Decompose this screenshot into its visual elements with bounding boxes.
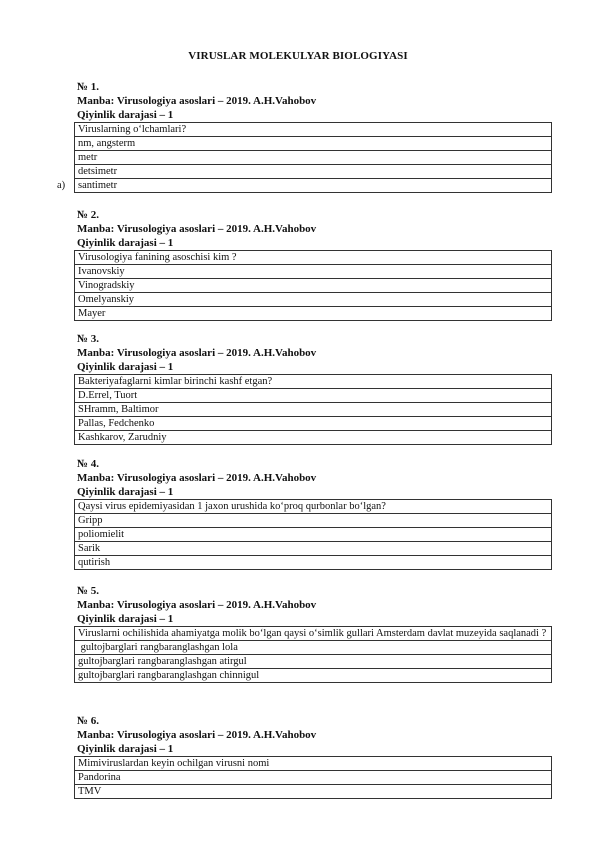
- answer-option: [57, 179, 552, 193]
- question-number: № 4.: [77, 458, 100, 470]
- question-number: № 5.: [77, 585, 100, 597]
- question-source: Manba: Virusologiya asoslari – 2019. A.H.Vahobov: [77, 599, 317, 611]
- answer-option: nm, angsterm: [75, 137, 552, 151]
- answer-option: detsimetr: [75, 165, 552, 179]
- question-source: Manba: Virusologiya asoslari – 2019. A.H.Vahobov: [77, 729, 317, 741]
- question-difficulty: Qiyinlik darajasi – 1: [77, 109, 174, 121]
- question-table: [74, 756, 552, 799]
- answer-option: Omelyanskiy: [75, 293, 552, 307]
- document-title: VIRUSLAR MOLEKULYAR BIOLOGIYASI: [188, 50, 408, 62]
- question-number: № 2.: [77, 209, 100, 221]
- answer-option: gultojbarglari rangbaranglashgan lola: [75, 641, 552, 655]
- question-source: Manba: Virusologiya asoslari – 2019. A.H.Vahobov: [77, 347, 317, 359]
- question-block-3: [74, 332, 552, 445]
- question-text: Qaysi virus epidemiyasidan 1 jaxon urushida ko‘proq qurbonlar bo‘lgan?: [75, 500, 552, 514]
- question-difficulty: Qiyinlik darajasi – 1: [77, 237, 174, 249]
- question-source: Manba: Virusologiya asoslari – 2019. A.H.Vahobov: [77, 472, 317, 484]
- question-source: Manba: Virusologiya asoslari – 2019. A.H.Vahobov: [77, 95, 317, 107]
- question-text: Virusologiya fanining asoschisi kim ?: [75, 251, 552, 265]
- question-number: № 6.: [77, 715, 100, 727]
- answer-option: Gripp: [75, 514, 552, 528]
- answer-option: gultojbarglari rangbaranglashgan chinnigul: [75, 669, 552, 683]
- question-table: [57, 122, 552, 193]
- answer-option: Ivanovskiy: [75, 265, 552, 279]
- question-text: Mimiviruslardan keyin ochilgan virusni nomi: [75, 757, 552, 771]
- answer-option: metr: [75, 151, 552, 165]
- answer-marker: a): [57, 180, 66, 191]
- question-difficulty: Qiyinlik darajasi – 1: [77, 486, 174, 498]
- question-difficulty: Qiyinlik darajasi – 1: [77, 613, 174, 625]
- question-difficulty: Qiyinlik darajasi – 1: [77, 743, 174, 755]
- question-block-2: [74, 208, 552, 321]
- answer-option: gultojbarglari rangbaranglashgan atirgul: [75, 655, 552, 669]
- question-text: Bakteriyafaglarni kimlar birinchi kashf etgan?: [75, 375, 552, 389]
- question-text: Viruslarning o‘lchamlari?: [75, 123, 552, 137]
- answer-option: Pandorina: [75, 771, 552, 785]
- question-difficulty: Qiyinlik darajasi – 1: [77, 361, 174, 373]
- question-text: Viruslarni ochilishida ahamiyatga molik bo‘lgan qaysi o‘simlik gullari Amsterdam davlat muzeyida saqlanadi ?: [75, 627, 552, 641]
- answer-option: Kashkarov, Zarudniy: [75, 431, 552, 445]
- answer-option: Sarik: [75, 542, 552, 556]
- answer-option-text: santimetr: [78, 180, 118, 191]
- answer-option: Vinogradskiy: [75, 279, 552, 293]
- question-number: № 1.: [77, 81, 100, 93]
- question-block-5: [74, 584, 552, 683]
- answer-option: poliomielit: [75, 528, 552, 542]
- question-table: [74, 374, 552, 445]
- question-number: № 3.: [77, 333, 100, 345]
- answer-option: Pallas, Fedchenko: [75, 417, 552, 431]
- question-table: [74, 499, 552, 570]
- question-table: [74, 626, 552, 683]
- answer-option: D.Errel, Tuort: [75, 389, 552, 403]
- answer-option: SHramm, Baltimor: [75, 403, 552, 417]
- question-table: [74, 250, 552, 321]
- answer-option: Mayer: [75, 307, 552, 321]
- question-block-1: [57, 80, 552, 193]
- question-source: Manba: Virusologiya asoslari – 2019. A.H.Vahobov: [77, 223, 317, 235]
- answer-option: TMV: [75, 785, 552, 799]
- question-block-4: [74, 457, 552, 570]
- question-block-6: [74, 714, 552, 799]
- answer-option: qutirish: [75, 556, 552, 570]
